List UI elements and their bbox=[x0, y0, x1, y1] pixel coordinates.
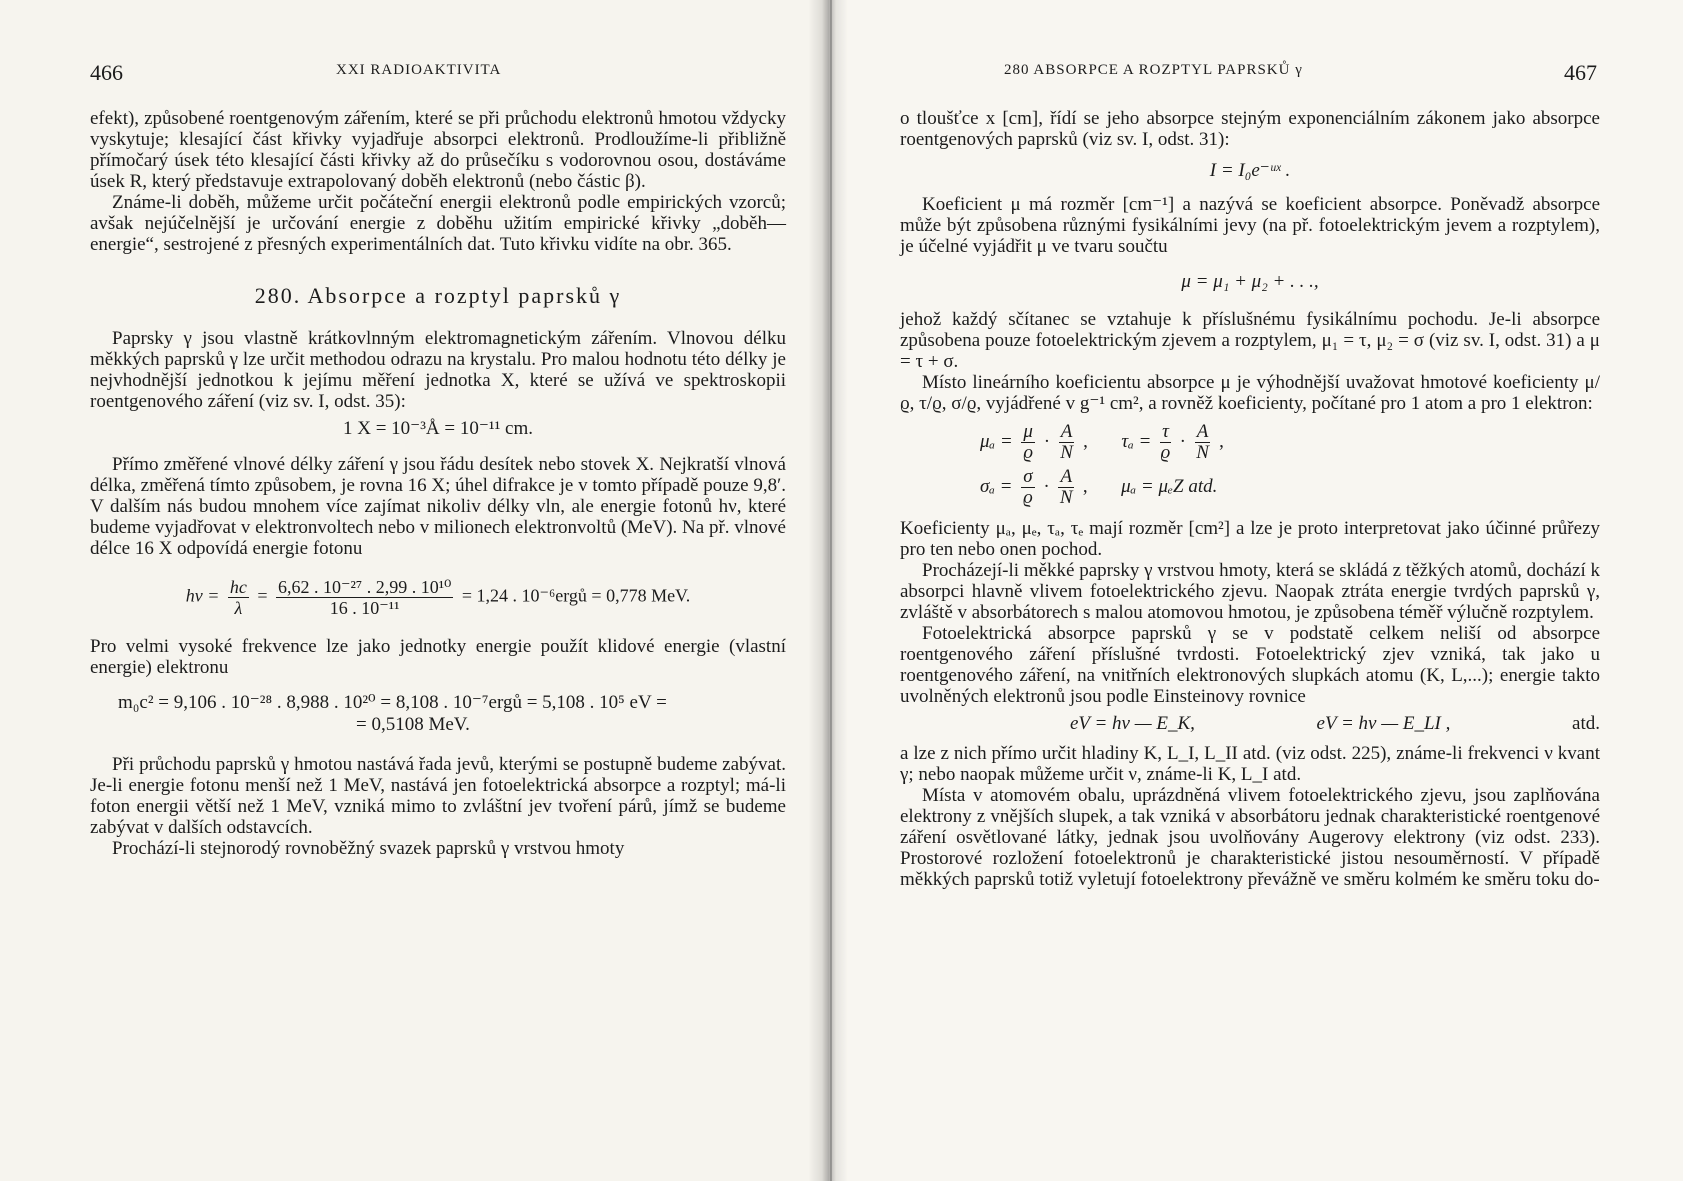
fraction-a-n bbox=[1059, 422, 1075, 463]
equation-mu-sum: μ = μ₁ + μ₂ + . . ., bbox=[1181, 271, 1319, 292]
left-text-block bbox=[90, 108, 786, 859]
eq-dot: · bbox=[1179, 430, 1186, 452]
equation-x-unit: 1 X = 10⁻³Å = 10⁻¹¹ cm. bbox=[343, 418, 533, 439]
eq-mu-a-electron: μₐ = μₑZ atd. bbox=[1121, 475, 1218, 497]
right-paragraph: jehož každý sčítanec se vztahuje k příslušnému fysikálnímu pochodu. Je-li absorpce způsobena pouze fotoelektrickým zjevem a rozptylem, μ₁ = τ, μ₂ = σ (viz sv. I, odst. 31) a μ = τ + σ. bbox=[900, 309, 1600, 372]
eq-mu-a: μₐ = bbox=[980, 430, 1013, 452]
eq-row-1 bbox=[980, 422, 1600, 463]
eq-sigma-a: σₐ = bbox=[980, 475, 1013, 497]
fraction-a-n bbox=[1195, 422, 1211, 463]
eq-einstein-l: eV = hν — E_LI , bbox=[1316, 713, 1451, 734]
fraction-sigma-rho bbox=[1021, 467, 1034, 508]
equation-photon-energy bbox=[90, 577, 786, 618]
frac-num: A bbox=[1060, 421, 1073, 442]
frac-den: λ bbox=[234, 598, 243, 618]
left-paragraph: Známe-li doběh, můžeme určit počáteční energii elektronů podle empirických vzorců; avšak nejúčelnější je určování energie z doběhu užitím empirické křivky „doběh—energie“, sestrojené z přesných experimentálních dat. Tuto křivku vidíte na obr. 365. bbox=[90, 192, 786, 255]
frac-den: 16 . 10⁻¹¹ bbox=[329, 598, 400, 618]
right-paragraph: a lze z nich přímo určit hladiny K, L_I, L_II atd. (viz odst. 225), známe-li frekvenci ν kvant γ; nebo naopak můžeme určit ν, známe-li K, L_I atd. bbox=[900, 743, 1600, 785]
fraction-mu-rho bbox=[1021, 422, 1035, 463]
eq-comma: , bbox=[1082, 475, 1088, 497]
eq-comma: , bbox=[1219, 430, 1224, 452]
frac-num: σ bbox=[1023, 466, 1033, 487]
left-paragraph: Pro velmi vysoké frekvence lze jako jednotky energie použít klidové energie (vlastní energie) elektronu bbox=[90, 636, 786, 678]
equation-rest-energy-line2: = 0,5108 MeV. bbox=[356, 714, 470, 735]
left-page bbox=[0, 0, 826, 1181]
left-paragraph: Prochází-li stejnorodý rovnoběžný svazek paprsků γ vrstvou hmoty bbox=[112, 838, 625, 859]
eq-dot: · bbox=[1043, 430, 1051, 452]
equation-mass-coefficients bbox=[900, 422, 1600, 508]
right-paragraph: Místa v atomovém obalu, uprázdněná vlivem fotoelektrického zjevu, jsou zaplňována elektrony z vnějších slupek, a tak vzniká v absorbátoru jednak charakteristické roentgenové záření osvětlované látky, jednak jsou uvolňovány Augerovy elektrony (viz odst. 233). Prostorové rozložení fotoelektronů je charakteristické jistou nesouměrností. V případě měkkých paprsků totiž vyletují fotoelektrony převážně ve směru kolmém ke směru toku do- bbox=[900, 785, 1600, 890]
right-paragraph: o tloušťce x [cm], řídí se jeho absorpce stejným exponenciálním zákonem jako absorpce roentgenových paprsků (viz sv. I, odst. 31): bbox=[900, 108, 1600, 150]
book-gutter-line bbox=[830, 0, 832, 1181]
frac-den: N bbox=[1060, 442, 1073, 463]
right-paragraph: Místo lineárního koeficientu absorpce μ je výhodnější uvažovat hmotové koeficienty μ/ϱ, τ/ϱ, σ/ϱ, vyjádřené v g⁻¹ cm², a rovněž koeficienty, počítané pro 1 atom a pro 1 elektron: bbox=[900, 372, 1600, 414]
equation-exponential-law: I = I₀e⁻ᵘˣ . bbox=[1209, 160, 1291, 181]
eq-einstein-etc: atd. bbox=[1572, 713, 1600, 734]
fraction-tau-rho bbox=[1160, 422, 1171, 463]
book-gutter-shadow bbox=[808, 0, 848, 1181]
frac-num: A bbox=[1196, 421, 1209, 442]
left-paragraph: Přímo změřené vlnové délky záření γ jsou řádu desítek nebo stovek X. Nejkratší vlnová délka, změřená tímto způsobem, je rovna 16 X; úhel difrakce je v tomto případě pouze 9,8′. V dalším nás budou mnohem více zajímat nikoliv délky vln, ale energie fotonů hν, které budeme vyjadřovat v elektronvoltech nebo v milionech elektronvoltů (MeV). Na př. vlnové délce 16 X odpovídá energie fotonu bbox=[90, 454, 786, 559]
left-paragraph: Paprsky γ jsou vlastně krátkovlnným elektromagnetickým zářením. Vlnovou délku měkkých paprsků γ lze určit methodou odrazu na krystalu. Pro malou hodnotu této délky je nejvhodnější jednotkou k jejímu měření jednotka X, které se užívá ve spektroskopii roentgenového záření (viz sv. I, odst. 35): bbox=[90, 328, 786, 412]
left-paragraph: efekt), způsobené roentgenovým zářením, které se při průchodu elektronů hmotou vždycky vyskytuje; klesající část křivky vyjadřuje absorpci elektronů. Prodloužíme-li přibližně přímočarý úsek této klesající části křivky až do průsečíku s vodorovnou osou, dostáváme úsek R, který představuje extrapolovaný doběh elektronů (nebo částic β). bbox=[90, 108, 786, 192]
fraction-hc-lambda bbox=[228, 577, 249, 618]
fraction-numeric bbox=[276, 577, 453, 618]
frac-num: hc bbox=[229, 577, 247, 597]
right-paragraph: Koeficienty μₐ, μₑ, τₐ, τₑ mají rozměr [cm²] a lze je proto interpretovat jako účinné průřezy pro ten nebo onen pochod. bbox=[900, 518, 1600, 560]
frac-den: ϱ bbox=[1160, 442, 1171, 463]
eq-dot: · bbox=[1043, 475, 1050, 497]
eq-einstein-k: eV = hν — E_K, bbox=[1070, 713, 1195, 734]
fraction-a-n bbox=[1058, 467, 1074, 508]
frac-num: τ bbox=[1162, 421, 1169, 442]
frac-num: A bbox=[1060, 466, 1073, 487]
eq-rhs: = 1,24 . 10⁻⁶ergů = 0,778 MeV. bbox=[461, 585, 691, 606]
right-text-block bbox=[900, 108, 1600, 890]
frac-num: μ bbox=[1023, 421, 1033, 442]
section-title: 280. Absorpce a rozptyl paprsků γ bbox=[254, 283, 622, 308]
equation-einstein bbox=[900, 713, 1600, 735]
frac-den: N bbox=[1059, 487, 1073, 508]
right-page bbox=[826, 0, 1683, 1181]
equation-rest-energy-line1: m₀c² = 9,106 . 10⁻²⁸ . 8,988 . 10²⁰ = 8,108 . 10⁻⁷ergů = 5,108 . 10⁵ eV = bbox=[118, 692, 667, 713]
right-page-number: 467 bbox=[1564, 60, 1597, 85]
eq-comma: , bbox=[1083, 430, 1088, 452]
frac-den: ϱ bbox=[1023, 487, 1033, 508]
eq-row-2 bbox=[980, 467, 1600, 508]
right-paragraph: Procházejí-li měkké paprsky γ vrstvou hmoty, která se skládá z těžkých atomů, dochází k absorpci hlavně vlivem fotoelektrického zjevu. Naopak ztráta energie tvrdých paprsků γ, zvláště v absorbátorech s malou atomovou hmotou, je způsobena téměř výlučně rozptylem. bbox=[900, 560, 1600, 623]
eq-tau-a: τₐ = bbox=[1121, 430, 1152, 452]
frac-den: N bbox=[1196, 442, 1209, 463]
frac-num: 6,62 . 10⁻²⁷ . 2,99 . 10¹⁰ bbox=[278, 577, 452, 597]
left-page-number: 466 bbox=[90, 60, 123, 85]
eq-lhs: hν = bbox=[185, 585, 220, 606]
frac-den: ϱ bbox=[1023, 442, 1034, 463]
left-running-header: XXI RADIOAKTIVITA bbox=[336, 62, 502, 78]
right-running-header: 280 ABSORPCE A ROZPTYL PAPRSKŮ γ bbox=[1004, 62, 1303, 78]
right-paragraph: Koeficient μ má rozměr [cm⁻¹] a nazývá se koeficient absorpce. Poněvadž absorpce může být způsobena různými fysikálními jevy (na př. fotoelektrickým jevem a rozptylem), je účelné vyjádřit μ ve tvaru součtu bbox=[900, 194, 1600, 257]
left-paragraph: Při průchodu paprsků γ hmotou nastává řada jevů, kterými se postupně budeme zabývat. Je-li energie fotonu menší než 1 MeV, nastává jen fotoelektrická absorpce a rozptyl; má-li foton energii větší než 1 MeV, vzniká mimo to zvláštní jev tvoření párů, jímž se budeme zabývat v dalších odstavcích. bbox=[90, 754, 786, 838]
eq-sign: = bbox=[257, 585, 268, 606]
right-paragraph: Fotoelektrická absorpce paprsků γ se v podstatě celkem neliší od absorpce roentgenového záření příslušné tvrdosti. Fotoelektrický zjev vzniká, tak jako u roentgenového záření, na vnitřních elektronových slupkách atomu (K, L,...); energie takto uvolněných elektronů jsou podle Einsteinovy rovnice bbox=[900, 623, 1600, 707]
